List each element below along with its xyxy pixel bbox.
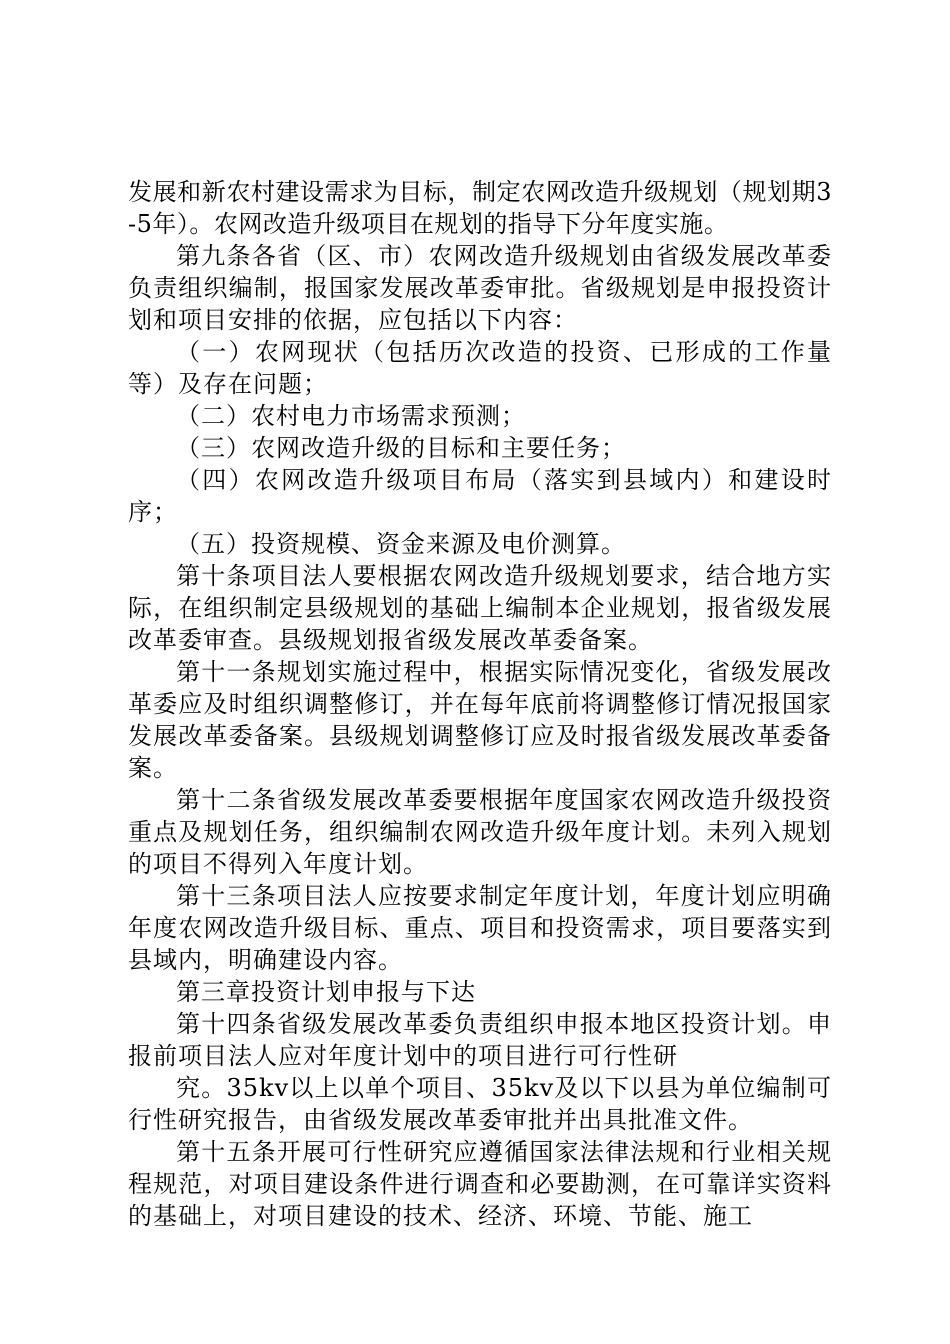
paragraph-article-9: 第九条各省（区、市）农网改造升级规划由省级发展改革委负责组织编制，报国家发展改革委审批。省级规划是申报投资计划和项目安排的依据，应包括以下内容： — [128, 242, 832, 334]
paragraph-item-2: （二）农村电力市场需求预测； — [176, 402, 526, 430]
paragraph-article-11: 第十一条规划实施过程中，根据实际情况变化，省级发展改革委应及时组织调整修订，并在每年底前将调整修订情况报国家发展改革委备案。县级规划调整修订应及时报省级发展改革委备案。 — [128, 658, 832, 782]
paragraph-article-13: 第十三条项目法人应按要求制定年度计划，年度计划应明确年度农网改造升级目标、重点、项目和投资需求，项目要落实到县域内，明确建设内容。 — [128, 882, 832, 974]
paragraph-item-5: （五）投资规模、资金来源及电价测算。 — [176, 530, 626, 558]
paragraph-article-10: 第十条项目法人要根据农网改造升级规划要求，结合地方实际，在组织制定县级规划的基础上编制本企业规划，报省级发展改革委审查。县级规划报省级发展改革委备案。 — [128, 562, 832, 654]
paragraph-item-3: （三）农网改造升级的目标和主要任务； — [176, 434, 626, 462]
paragraph-item-1: （一）农网现状（包括历次改造的投资、已形成的工作量等）及存在问题； — [128, 338, 832, 398]
paragraph-article-14: 第十四条省级发展改革委负责组织申报本地区投资计划。申报前项目法人应对年度计划中的项目进行可行性研 — [128, 1010, 832, 1070]
chapter-heading: 第三章投资计划申报与下达 — [176, 978, 476, 1006]
paragraph-feasibility-study: 究。35kv以上以单个项目、35kv及以下以县为单位编制可行性研究报告，由省级发展改革委审批并出具批准文件。 — [128, 1074, 832, 1134]
paragraph-article-12: 第十二条省级发展改革委要根据年度国家农网改造升级投资重点及规划任务，组织编制农网改造升级年度计划。未列入规划的项目不得列入年度计划。 — [128, 786, 832, 878]
paragraph-item-4: （四）农网改造升级项目布局（落实到县域内）和建设时序； — [128, 466, 832, 526]
paragraph-planning-goal: 发展和新农村建设需求为目标，制定农网改造升级规划（规划期3-5年）。农网改造升级项目在规划的指导下分年度实施。 — [128, 178, 832, 238]
document-body — [128, 176, 832, 1232]
paragraph-article-15: 第十五条开展可行性研究应遵循国家法律法规和行业相关规程规范，对项目建设条件进行调查和必要勘测，在可靠详实资料的基础上，对项目建设的技术、经济、环境、节能、施工 — [128, 1138, 832, 1230]
